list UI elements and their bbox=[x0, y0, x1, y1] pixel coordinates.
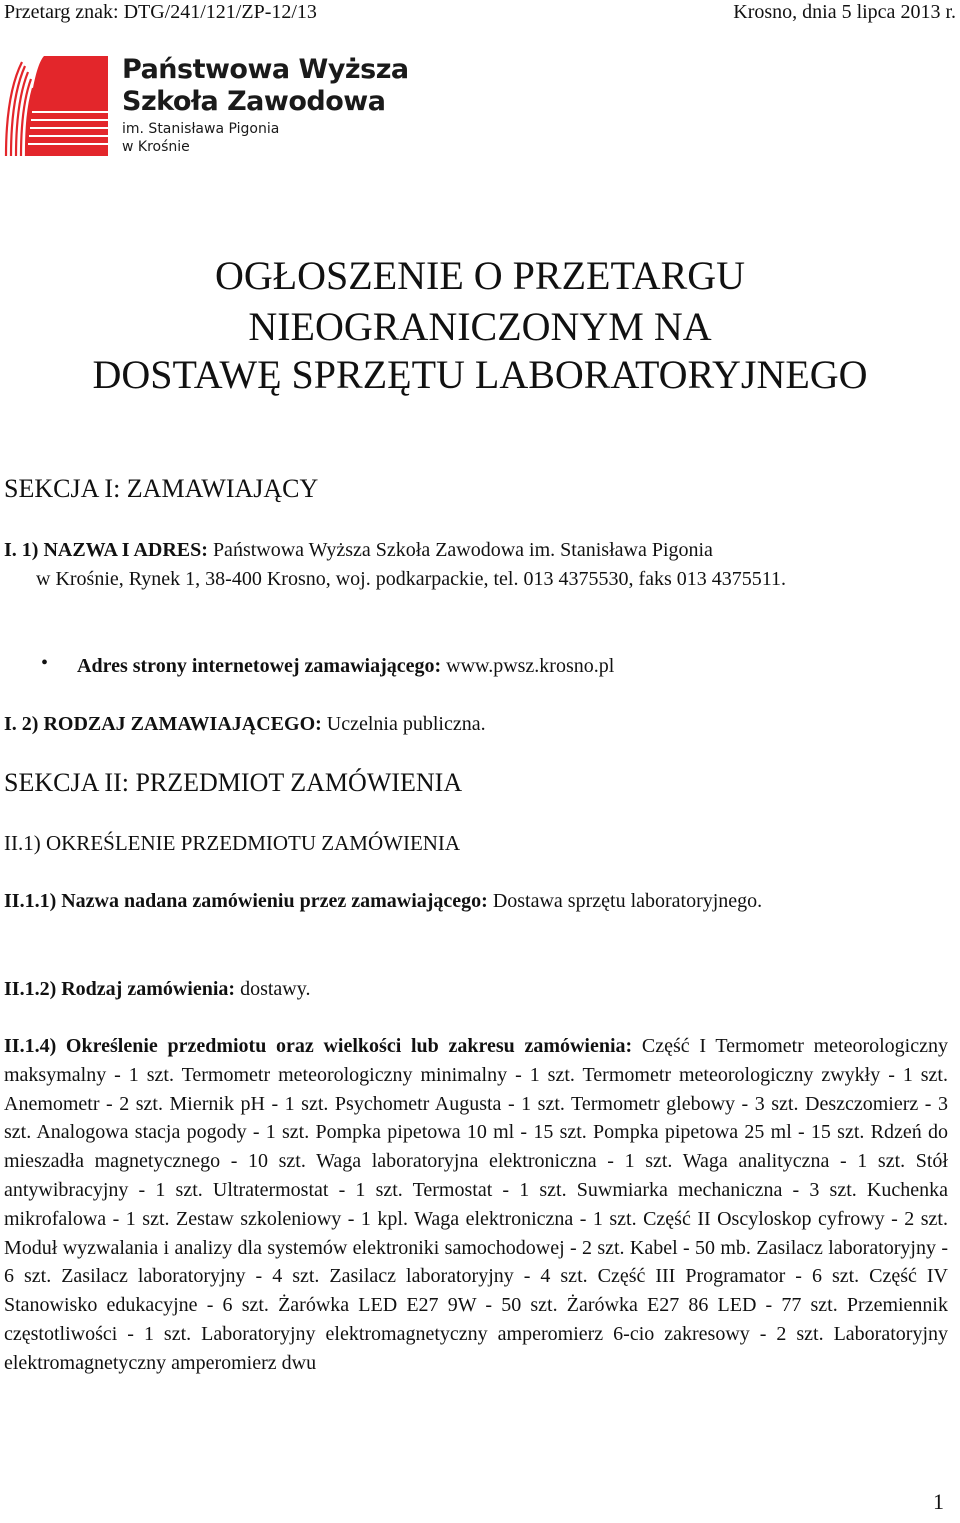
contracting-authority-type bbox=[4, 710, 486, 739]
name-address-continuation: w Krośnie, Rynek 1, 38-400 Krosno, woj. podkarpackie, tel. 013 4375530, faks 013 4375511. bbox=[36, 567, 787, 590]
name-address-label: I. 1) NAZWA I ADRES: bbox=[4, 539, 208, 561]
authority-type-value: Uczelnia publiczna. bbox=[321, 713, 486, 735]
document-title-line3: DOSTAWĘ SPRZĘTU LABORATORYJNEGO bbox=[92, 352, 868, 397]
section2-subheading: II.1) OKREŚLENIE PRZEDMIOTU ZAMÓWIENIA bbox=[4, 831, 461, 855]
logo-name-line1: Państwowa Wyższa bbox=[122, 54, 409, 85]
order-scope-value: Część I Termometr meteorologiczny maksymalny - 1 szt. Termometr meteorologiczny minimalny - 1 szt. Termometr meteorologiczny zwykły - 1 szt. Anemometr - 2 szt. Miernik pH - 1 szt. Psychometr Augusta - 1 szt. Termometr glebowy - 3 szt. Deszczomierz - 3 szt. Analogowa stacja pogody - 1 szt. Pompka pipetowa 10 ml - 15 szt. Pompka pipetowa 25 ml - 15 szt. Rdzeń do mieszadła magnetycznego - 10 szt. Waga laboratoryjna elektroniczna - 1 szt. Waga analityczna - 1 szt. Stół antywibracyjny - 1 szt. Ultratermostat - 1 szt. Termostat - 1 szt. Suwmiarka mechaniczna - 3 szt. Kuchenka mikrofalowa - 1 szt. Zestaw szkoleniowy - 1 kpl. Waga elektroniczna - 1 szt. Część II Oscyloskop cyfrowy - 2 szt. Moduł wyzwalania i analizy dla systemów elektroniki samochodowej - 2 szt. Kabel - 50 mb. Zasilacz laboratoryjny - 6 szt. Zasilacz laboratoryjny - 4 szt. Zasilacz laboratoryjny - 4 szt. Część III Programator - 6 szt. Część IV Stanowisko edukacyjne - 6 szt. Żarówka LED E27 9W - 50 szt. Żarówka E27 86 LED - 77 szt. Przemiennik częstotliwości - 1 szt. Laboratoryjny elektromagnetyczny amperomierz 6-cio zakresowy - 2 szt. Laboratoryjny elektromagnetyczny amperomierz dwu bbox=[4, 1035, 948, 1374]
website-value: www.pwsz.krosno.pl bbox=[441, 655, 615, 677]
section1-heading: SEKCJA I: ZAMAWIAJĄCY bbox=[4, 474, 319, 503]
tender-reference: Przetarg znak: DTG/241/121/ZP-12/13 bbox=[4, 1, 317, 23]
order-type bbox=[4, 975, 310, 1004]
website-label: Adres strony internetowej zamawiającego: bbox=[77, 655, 442, 677]
authority-type-label: I. 2) RODZAJ ZAMAWIAJĄCEGO: bbox=[4, 713, 322, 735]
order-type-label: II.1.2) Rodzaj zamówienia: bbox=[4, 978, 236, 1000]
page-number: 1 bbox=[933, 1489, 944, 1514]
order-name-label: II.1.1) Nazwa nadana zamówieniu przez zamawiającego: bbox=[4, 890, 488, 912]
pwsz-logo-icon bbox=[2, 52, 110, 158]
order-type-value: dostawy. bbox=[235, 978, 311, 1000]
logo-subtitle-line2: w Krośnie bbox=[122, 139, 190, 155]
order-name bbox=[4, 887, 944, 916]
website-line bbox=[77, 652, 614, 681]
contracting-authority-name-address bbox=[4, 536, 952, 594]
order-scope bbox=[4, 1032, 948, 1378]
bullet-icon: • bbox=[41, 652, 49, 674]
order-name-value: Dostawa sprzętu laboratoryjnego. bbox=[487, 890, 763, 912]
place-and-date: Krosno, dnia 5 lipca 2013 r. bbox=[733, 1, 956, 23]
order-scope-label: II.1.4) Określenie przedmiotu oraz wielkości lub zakresu zamówienia: bbox=[4, 1035, 633, 1057]
logo-subtitle-line1: im. Stanisława Pigonia bbox=[122, 121, 280, 137]
name-address-text: Państwowa Wyższa Szkoła Zawodowa im. Stanisława Pigonia bbox=[207, 539, 713, 561]
document-title-line2: NIEOGRANICZONYM NA bbox=[248, 304, 712, 349]
document-title-line1: OGŁOSZENIE O PRZETARGU bbox=[214, 253, 746, 298]
section2-heading: SEKCJA II: PRZEDMIOT ZAMÓWIENIA bbox=[4, 768, 463, 797]
logo-name-line2: Szkoła Zawodowa bbox=[122, 86, 386, 117]
logo-block bbox=[26, 56, 108, 156]
